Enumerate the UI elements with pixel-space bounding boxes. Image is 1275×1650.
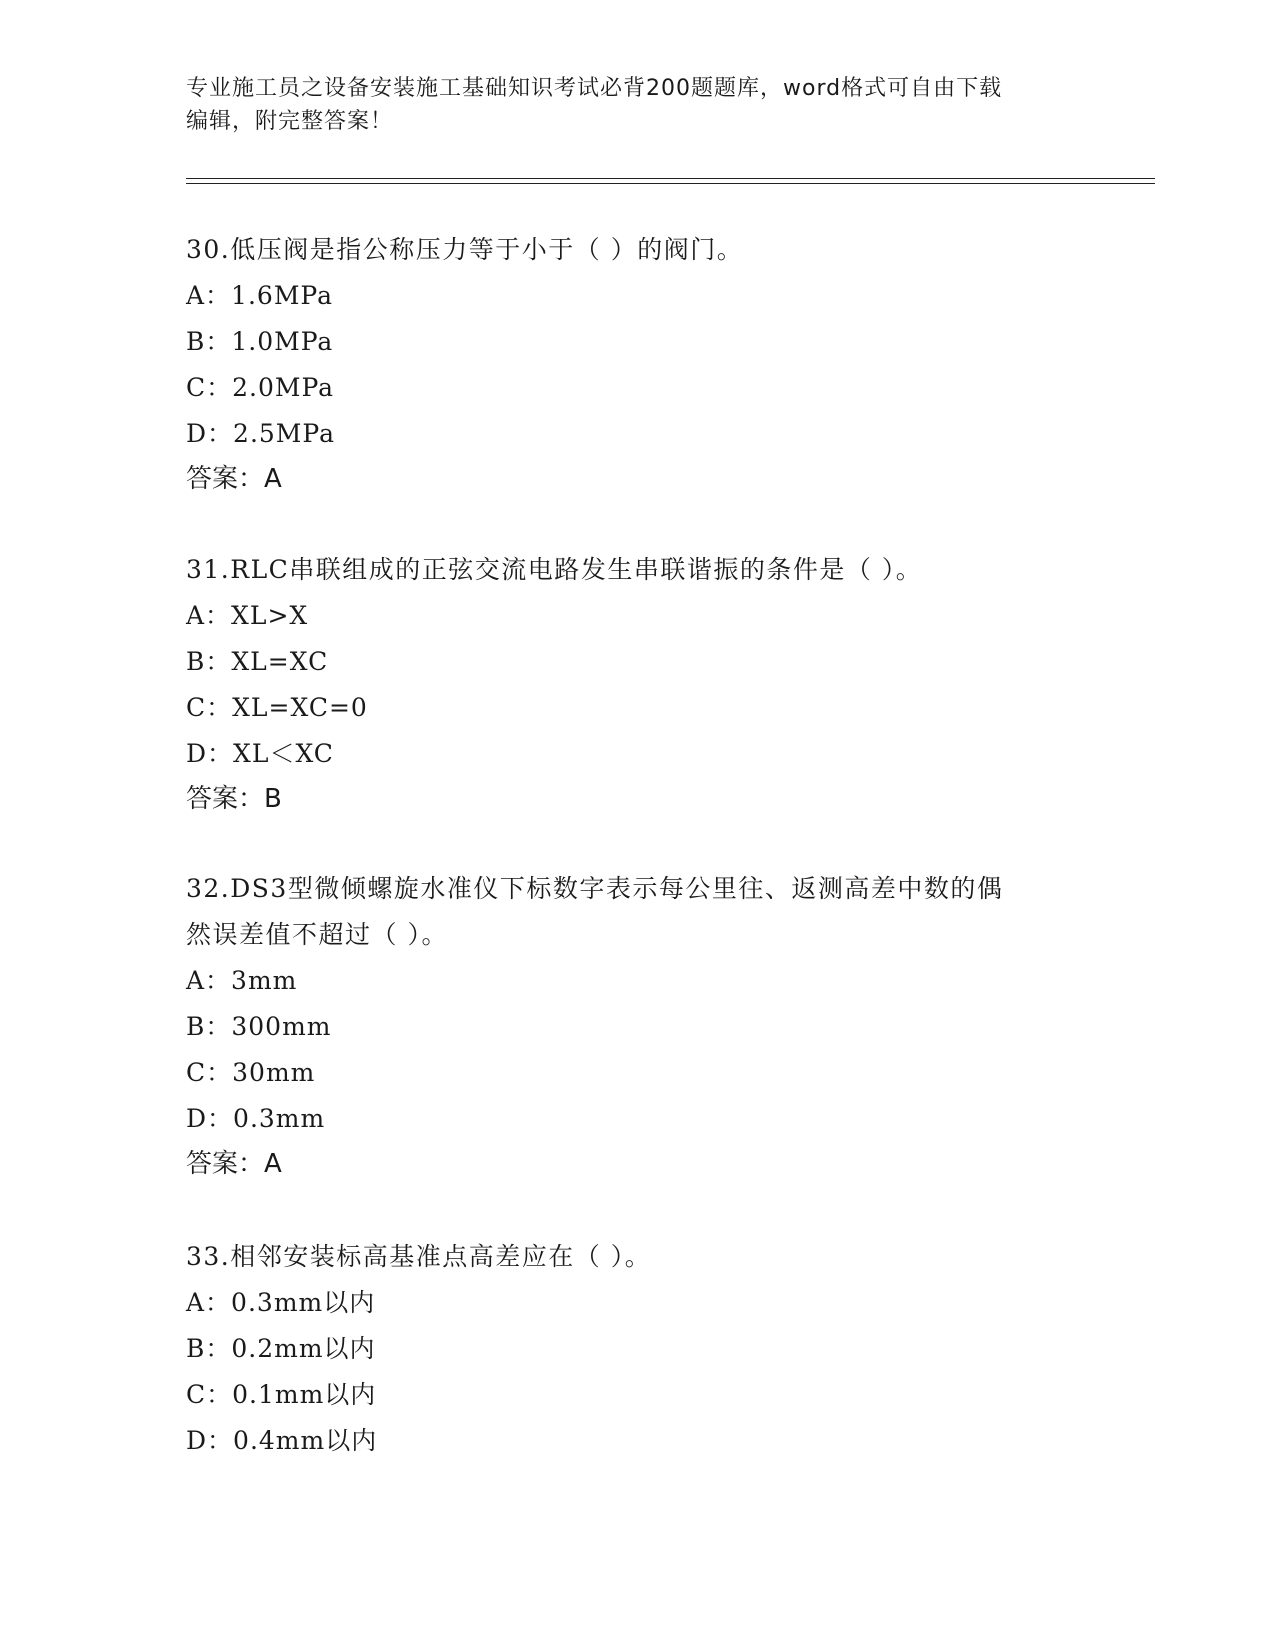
question-stem-line-2: 然误差值不超过（ ）。	[186, 920, 448, 949]
option-a: A：3mm	[186, 966, 298, 995]
option-b: B：0.2mm以内	[186, 1334, 376, 1363]
question-stem: 30.低压阀是指公称压力等于小于（ ）的阀门。	[186, 235, 744, 264]
option-a: A：0.3mm以内	[186, 1288, 376, 1317]
option-c: C：2.0MPa	[186, 373, 335, 402]
option-b: B：1.0MPa	[186, 327, 334, 356]
option-a: A：XL>X	[186, 601, 309, 630]
question-32	[186, 866, 1086, 1186]
option-b: B：XL=XC	[186, 647, 329, 676]
question-stem-line-1: 32.DS3型微倾螺旋水准仪下标数字表示每公里往、返测高差中数的偶	[186, 874, 1004, 903]
header-divider-bottom	[186, 183, 1155, 184]
option-a: A：1.6MPa	[186, 281, 334, 310]
answer: 答案：A	[186, 464, 282, 494]
question-30	[186, 227, 1086, 501]
header-line-2: 编辑，附完整答案！	[186, 109, 394, 134]
option-b: B：300mm	[186, 1012, 332, 1041]
option-d: D：2.5MPa	[186, 419, 336, 448]
option-c: C：0.1mm以内	[186, 1380, 377, 1409]
document-header	[186, 72, 1086, 138]
header-line-1: 专业施工员之设备安装施工基础知识考试必背200题题库，word格式可自由下载	[186, 76, 1003, 101]
question-31	[186, 547, 1086, 821]
question-stem: 33.相邻安装标高基准点高差应在（ ）。	[186, 1242, 652, 1271]
question-33	[186, 1234, 1086, 1464]
answer: 答案：B	[186, 784, 282, 814]
option-d: D：0.3mm	[186, 1104, 326, 1133]
option-d: D：XL＜XC	[186, 739, 334, 768]
answer: 答案：A	[186, 1149, 282, 1179]
option-c: C：30mm	[186, 1058, 316, 1087]
option-c: C：XL=XC=0	[186, 693, 368, 722]
header-divider-top	[186, 178, 1155, 179]
option-d: D：0.4mm以内	[186, 1426, 378, 1455]
question-stem: 31.RLC串联组成的正弦交流电路发生串联谐振的条件是（ ）。	[186, 555, 923, 584]
